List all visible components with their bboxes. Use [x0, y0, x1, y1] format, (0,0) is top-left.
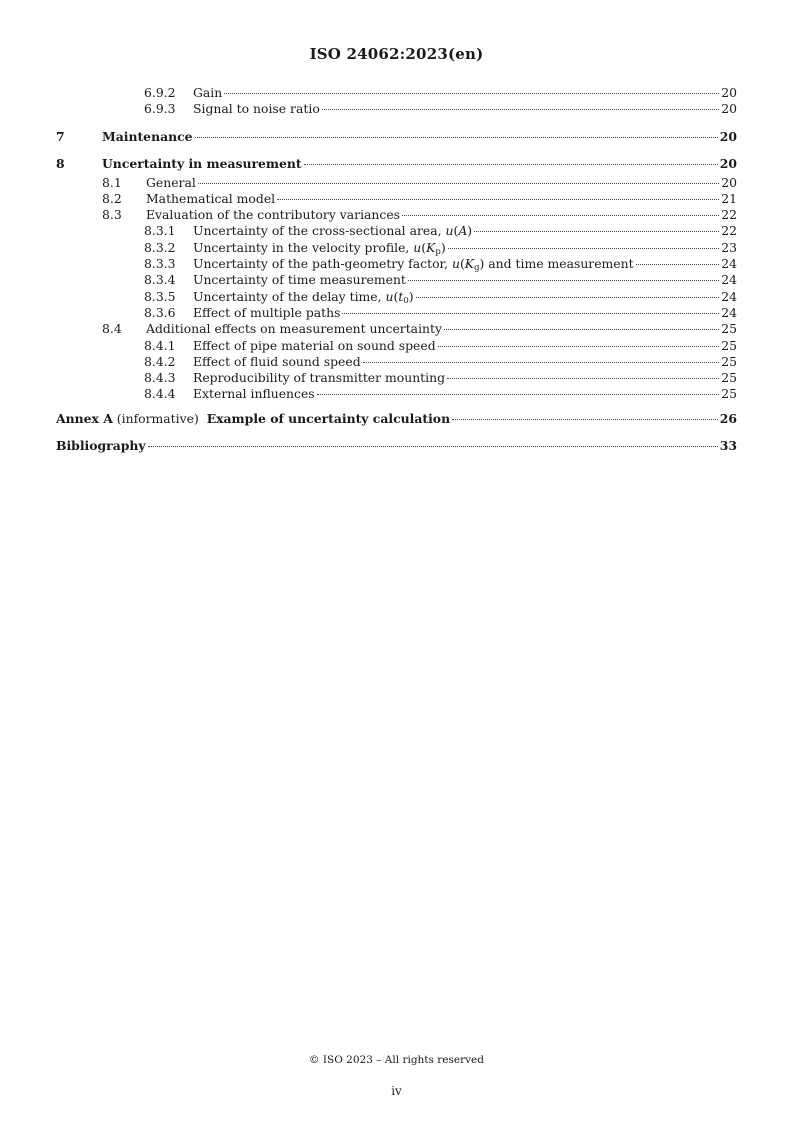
toc-entry-6-9-2[interactable]	[56, 85, 737, 101]
toc-number: 8.3.2	[144, 239, 176, 255]
toc-leader	[444, 329, 719, 330]
toc-number: 8.3.1	[144, 223, 176, 239]
toc-leader	[448, 248, 720, 249]
toc-leader	[277, 199, 719, 200]
toc-title: Effect of multiple paths	[193, 304, 341, 320]
toc-page: 26	[719, 410, 737, 426]
toc-title: Uncertainty of time measurement	[193, 272, 406, 288]
toc-title: Uncertainty in measurement	[102, 155, 302, 171]
toc-number: 8.4.1	[144, 337, 176, 353]
toc-page: 24	[721, 272, 737, 288]
toc-title: Gain	[193, 85, 223, 100]
toc-page: 33	[719, 437, 737, 453]
toc-number: 8.3.4	[144, 272, 176, 288]
toc-title: General	[146, 174, 196, 190]
toc-title: Uncertainty of the path-geometry factor, $u(K_g)$ and time measurement	[193, 256, 634, 274]
toc-page: 20	[721, 174, 737, 190]
toc-number: 8.4.4	[144, 386, 176, 402]
toc-number: 8.3.5	[144, 288, 176, 304]
toc-entry-8-4-2[interactable]	[56, 354, 737, 370]
toc-number: 8.3.3	[144, 256, 176, 272]
toc-title	[56, 408, 450, 430]
toc-number: 6.9.2	[144, 85, 176, 100]
toc-entry-bibliography[interactable]	[56, 435, 737, 457]
toc-leader	[224, 93, 719, 94]
toc-page: 20	[721, 101, 737, 117]
annex-title: Example of uncertainty calculation	[206, 410, 451, 426]
toc-leader	[447, 378, 719, 379]
toc-number: 8.2	[102, 190, 122, 206]
toc-title: Effect of pipe material on sound speed	[193, 337, 436, 353]
toc-entry-8-3-3[interactable]	[56, 256, 737, 272]
toc-entry-8-1[interactable]	[56, 175, 737, 191]
toc-page: 23	[721, 239, 737, 255]
toc-title: Signal to noise ratio	[193, 101, 320, 117]
toc-leader	[148, 446, 718, 447]
copyright-notice: © ISO 2023 – All rights reserved	[309, 1054, 484, 1066]
toc-leader	[342, 313, 719, 314]
toc-leader	[322, 109, 719, 110]
toc-entry-8-3-6[interactable]	[56, 305, 737, 321]
toc-number: 8.4.3	[144, 370, 176, 386]
toc-leader	[438, 346, 720, 347]
toc-title: Mathematical model	[146, 190, 276, 206]
annex-type: (informative)	[116, 410, 199, 426]
toc-title: Effect of fluid sound speed	[193, 353, 361, 369]
toc-leader	[198, 183, 719, 184]
toc-number: 8.3.6	[144, 304, 176, 320]
toc-leader	[317, 394, 720, 395]
toc-page: 22	[721, 223, 737, 239]
toc-title: Maintenance	[102, 128, 193, 144]
toc-leader	[416, 297, 720, 298]
toc-entry-6-9-3[interactable]	[56, 101, 737, 117]
toc-page: 21	[721, 190, 737, 206]
toc-page: 25	[721, 386, 737, 402]
toc-entry-8-3-5[interactable]	[56, 289, 737, 305]
toc-number: 6.9.3	[144, 101, 176, 117]
toc-leader	[304, 164, 718, 165]
toc-entry-8-3[interactable]	[56, 207, 737, 223]
toc-page: 24	[721, 304, 737, 320]
toc-leader	[195, 137, 718, 138]
toc-page: 25	[721, 321, 737, 337]
toc-page: 25	[721, 370, 737, 386]
toc-entry-8[interactable]	[56, 153, 737, 175]
toc-page: 24	[721, 256, 737, 272]
toc-entry-7[interactable]	[56, 126, 737, 148]
toc-leader	[636, 264, 720, 265]
toc-leader	[452, 419, 718, 420]
toc-title: External influences	[193, 386, 315, 402]
toc-title: Uncertainty of the cross-sectional area, u(A)	[193, 223, 473, 239]
toc-leader	[363, 362, 720, 363]
toc-page: 24	[721, 288, 737, 304]
page-number: iv	[391, 1084, 402, 1098]
toc-leader	[474, 231, 719, 232]
toc-entry-annex-a[interactable]	[56, 408, 737, 430]
toc-number: 8.1	[102, 174, 122, 190]
toc-page: 25	[721, 337, 737, 353]
toc-leader	[408, 280, 719, 281]
toc-entry-8-3-2[interactable]	[56, 240, 737, 256]
toc-title: Uncertainty in the velocity profile, $u(K_p)$	[193, 239, 446, 257]
toc-page: 22	[721, 207, 737, 223]
toc-number: 8.4	[102, 321, 122, 337]
toc-entry-8-2[interactable]	[56, 191, 737, 207]
document-id-header: ISO 24062:2023(en)	[309, 45, 484, 63]
toc-number: 8	[56, 155, 65, 171]
toc-number: 8.3	[102, 207, 122, 223]
toc-page: 20	[721, 85, 737, 100]
toc-title: Reproducibility of transmitter mounting	[193, 370, 446, 386]
table-of-contents	[56, 85, 737, 457]
toc-page: 20	[719, 155, 737, 171]
toc-entry-8-4-3[interactable]	[56, 370, 737, 386]
toc-entry-8-4-4[interactable]	[56, 386, 737, 402]
toc-title: Additional effects on measurement uncertainty	[146, 321, 442, 337]
toc-leader	[402, 215, 719, 216]
toc-title: Uncertainty of the delay time, $u(t_0)$	[193, 288, 414, 306]
toc-number: 8.4.2	[144, 353, 176, 369]
toc-page: 20	[719, 128, 737, 144]
toc-title: Bibliography	[56, 437, 146, 453]
annex-label: Annex A	[56, 410, 113, 426]
toc-page: 25	[721, 353, 737, 369]
toc-title: Evaluation of the contributory variances	[146, 207, 401, 223]
toc-entry-8-3-4[interactable]	[56, 272, 737, 288]
toc-entry-8-4-1[interactable]	[56, 338, 737, 354]
toc-number: 7	[56, 128, 65, 144]
toc-entry-8-4[interactable]	[56, 321, 737, 337]
toc-entry-8-3-1[interactable]	[56, 223, 737, 239]
